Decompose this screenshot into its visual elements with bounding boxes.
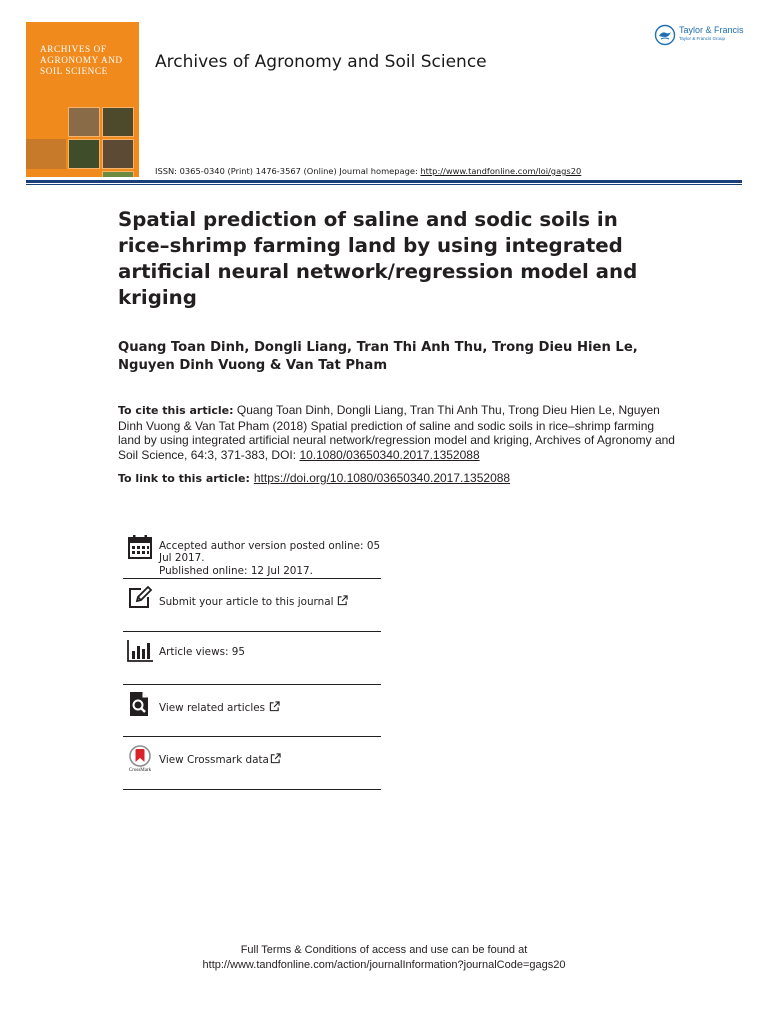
cover-photo [102, 107, 134, 137]
submit-article-label: Submit your article to this journal [159, 596, 334, 608]
article-title: Spatial prediction of saline and sodic soils in rice–shrimp farming land by using integrated artificial neural network/regression model and kriging [118, 208, 638, 309]
related-articles-label: View related articles [159, 702, 266, 714]
bar-chart-icon [127, 638, 153, 664]
issn-line [155, 166, 581, 176]
terms-url[interactable]: http://www.tandfonline.com/action/journalInformation?journalCode=gags20 [202, 958, 566, 971]
calendar-icon [127, 534, 153, 560]
panel-divider [123, 789, 381, 790]
cover-photo [68, 107, 100, 137]
crossmark-link[interactable] [159, 753, 281, 766]
header-rule [26, 180, 742, 183]
publication-dates [159, 540, 381, 577]
terms-line: Full Terms & Conditions of access and use can be found at [240, 944, 528, 956]
submit-article-row[interactable] [123, 579, 381, 632]
cover-title: ARCHIVES OF AGRONOMY AND SOIL SCIENCE [40, 44, 123, 76]
taylor-francis-icon [654, 24, 676, 46]
article-views-row [123, 632, 381, 685]
cite-label: To cite this article: [118, 404, 234, 417]
submit-article-link[interactable] [159, 595, 348, 608]
cover-photo [102, 171, 134, 177]
related-articles-link[interactable] [159, 701, 280, 714]
publication-dates-row [123, 532, 381, 579]
external-link-icon [270, 753, 281, 764]
cover-photo [26, 139, 66, 169]
article-link-line [118, 471, 678, 485]
document-search-icon [127, 691, 153, 717]
citation-block [118, 403, 678, 462]
issn-text: ISSN: 0365-0340 (Print) 1476-3567 (Online) Journal homepage: [155, 166, 421, 176]
crossmark-icon [128, 745, 152, 767]
crossmark-logo [127, 745, 153, 775]
accepted-date: Accepted author version posted online: 05 Jul 2017. [159, 540, 381, 565]
cover-top-strip [26, 22, 139, 32]
header-rule-thin [26, 184, 742, 185]
journal-title: Archives of Agronomy and Soil Science [155, 52, 487, 72]
publisher-name: Taylor & Francis [679, 25, 744, 35]
published-date: Published online: 12 Jul 2017. [159, 564, 313, 577]
edit-icon [127, 585, 153, 611]
related-articles-row[interactable] [123, 685, 381, 737]
link-label: To link to this article: [118, 472, 250, 485]
article-doi-link[interactable]: https://doi.org/10.1080/03650340.2017.1352088 [253, 471, 511, 485]
article-authors: Quang Toan Dinh, Dongli Liang, Tran Thi Anh Thu, Trong Dieu Hien Le, Nguyen Dinh Vuong & Van Tat Pham [118, 340, 638, 373]
cover-photo [102, 139, 134, 169]
cite-text: Quang Toan Dinh, Dongli Liang, Tran Thi Anh Thu, Trong Dieu Hien Le, Nguyen Dinh Vuong & Van Tat Pham (2018) Spatial prediction of saline and sodic soils in rice–shrimp farming land by using integrated artificial neural network/regression model and kriging, Archives of Agronomy and Soil Science, 64:3, 371-383, DOI: [118, 403, 675, 462]
cover-photo [68, 139, 100, 169]
terms-footer [0, 943, 768, 972]
publisher-subtitle: Taylor & Francis Group [679, 36, 726, 41]
crossmark-row[interactable] [123, 737, 381, 790]
crossmark-label: View Crossmark data [159, 754, 269, 766]
external-link-icon [337, 595, 348, 606]
external-link-icon [269, 701, 280, 712]
journal-cover-image [26, 22, 139, 177]
journal-homepage-link[interactable]: http://www.tandfonline.com/loi/gags20 [420, 166, 582, 176]
cite-doi-link[interactable]: 10.1080/03650340.2017.1352088 [299, 447, 480, 462]
article-views: Article views: 95 [159, 646, 246, 658]
crossmark-logo-text: CrossMark [128, 768, 152, 773]
publisher-logo [654, 22, 746, 48]
